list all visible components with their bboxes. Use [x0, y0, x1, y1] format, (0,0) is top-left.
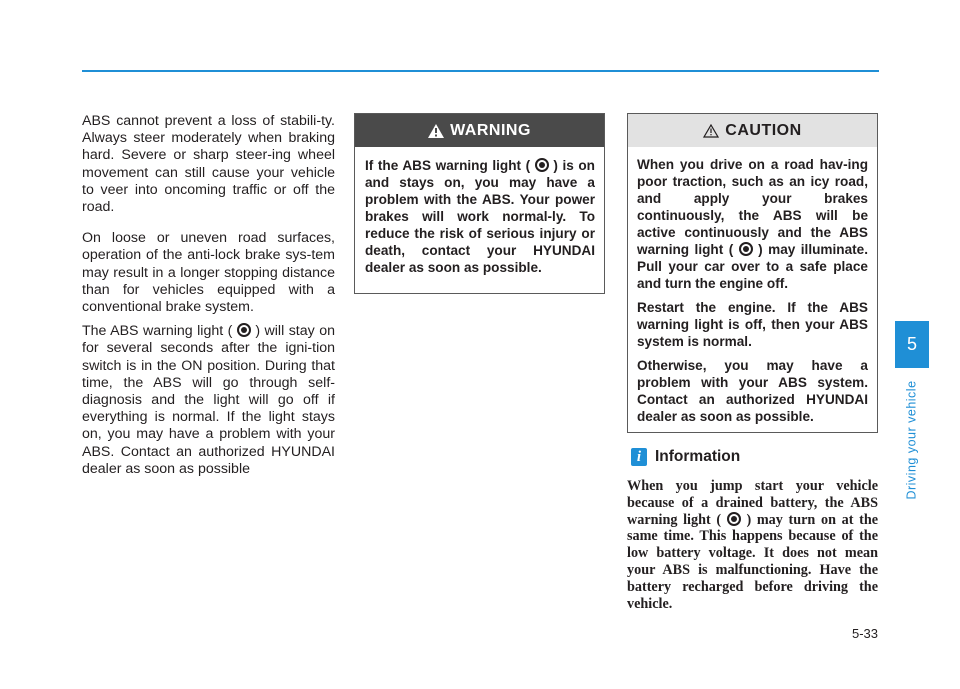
caution-header: [628, 114, 877, 147]
information-text: When you jump start your vehicle because of a drained battery, the ABS warning light ( ) may turn on at the same time. This happens because of the low battery voltage. It does not mean your ABS is malfunctioning. Have the battery recharged before driving the vehicle.: [627, 478, 879, 612]
body-text-column: [82, 113, 335, 478]
section-number-tab: 5: [895, 321, 929, 368]
caution-text: [628, 147, 877, 425]
paragraph-loose-surfaces: On loose or uneven road surfaces, operation of the anti-lock brake sys-tem may result in a longer stopping distance than for vehicles equipped with a conventional brake system.: [82, 230, 335, 316]
caution-triangle-icon: [703, 124, 719, 138]
abs-warning-light-icon: [535, 158, 549, 172]
warning-title: WARNING: [450, 121, 531, 139]
paragraph-abs-stability: ABS cannot prevent a loss of stabili-ty. Always steer moderately when braking hard. Severe or sharp steer-ing wheel movement can still cause your vehicle to veer into oncoming traffic or off the road.: [82, 113, 335, 216]
caution-box: [627, 113, 878, 433]
warning-triangle-icon: [428, 124, 444, 138]
abs-warning-light-icon: [237, 323, 251, 337]
caution-paragraph-1: When you drive on a road hav-ing poor traction, such as an icy road, and apply your brakes continuously, the ABS will be active continuously and the ABS warning light ( ) may illuminate. Pull your car over to a safe place and turn the engine off.: [637, 157, 868, 291]
abs-warning-light-icon: [739, 242, 753, 256]
page-number: 5-33: [851, 626, 878, 641]
information-header: [631, 448, 740, 466]
warning-header: [355, 114, 604, 147]
caution-title: CAUTION: [725, 121, 802, 139]
caution-paragraph-3: Otherwise, you may have a problem with your ABS system. Contact an authorized HYUNDAI dealer as soon as possible.: [637, 358, 868, 424]
header-rule: [82, 70, 879, 72]
paragraph-abs-warning-light: The ABS warning light ( ) will stay on for several seconds after the igni-tion switch is in the ON position. During that time, the ABS will go through self-diagnosis and the light will go off if everything is normal. If the light stays on, you may have a problem with your ABS. Contact an authorized HYUNDAI dealer as soon as possible: [82, 323, 335, 477]
abs-warning-light-icon: [727, 512, 741, 526]
information-title: Information: [655, 448, 741, 465]
warning-text: If the ABS warning light ( ) is on and stays on, you may have a problem with the ABS. Your power brakes will work normal-ly. To reduce the risk of serious injury or death, contact your HYUNDAI dealer as soon as possible.: [365, 158, 595, 275]
information-icon: i: [631, 448, 647, 466]
caution-paragraph-2: Restart the engine. If the ABS warning light is off, then your ABS system is normal.: [637, 300, 868, 349]
warning-box: [354, 113, 605, 294]
section-title-vertical: Driving your vehicle: [905, 380, 920, 500]
